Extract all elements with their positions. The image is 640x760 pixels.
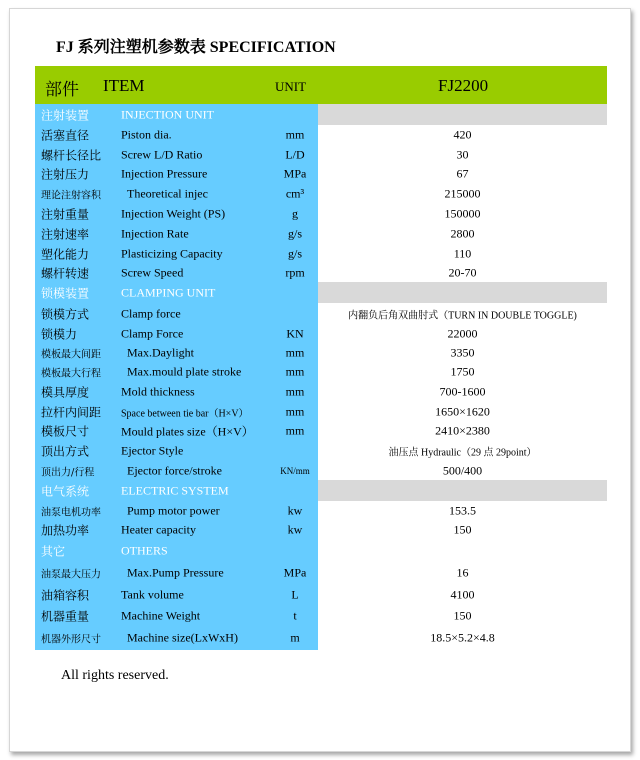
table-row [35,626,607,650]
item-value: 4100 [450,587,475,601]
item-cn: 注射重量 [41,207,90,222]
item-value: 215000 [444,186,481,201]
table-row [35,605,607,626]
item-value: 153.5 [449,503,476,517]
item-unit: g/s [287,226,302,241]
item-en: Ejector Style [121,443,184,458]
item-cn: 油泵电机功率 [41,507,101,518]
table-row [35,145,607,164]
item-cn: 模板最大间距 [41,349,101,360]
table-row [35,184,607,204]
item-cn: 活塞直径 [41,128,90,143]
item-value: 150 [453,608,472,622]
item-cn: 机器外形尺寸 [41,634,101,646]
item-unit: mm [285,345,305,359]
row-value-band [318,480,607,501]
item-unit: kw [287,503,303,517]
table-header [35,66,607,104]
table-row [35,421,607,441]
item-unit: MPa [283,565,307,580]
item-en: Screw Speed [121,265,184,279]
table-body [35,104,607,650]
table-row [35,164,607,184]
item-value: 150000 [444,206,481,221]
item-value: 150 [453,522,472,537]
row-value-band [318,540,607,562]
item-en: Max.Pump Pressure [127,565,224,580]
item-cn: 锁模方式 [41,307,90,321]
item-en: Ejector force/stroke [127,463,222,477]
item-en: Injection Weight (PS) [121,206,226,221]
item-value: 30 [456,147,469,161]
table-row [35,382,607,402]
header-model: FJ2200 [438,76,489,95]
item-unit: KN [286,326,304,340]
header-unit: UNIT [275,79,307,94]
item-en: Mould plates size（H×V） [121,424,254,439]
section-title-cn: 其它 [41,544,66,559]
item-value: 1750 [450,364,475,379]
item-cn: 理论注射容积 [41,190,101,202]
item-value: 2800 [450,226,475,241]
table-row [35,441,607,461]
item-cn: 注射速率 [41,227,90,242]
item-cn: 顶出方式 [41,444,90,459]
row-label-band [35,540,318,562]
table-row [35,461,607,480]
table-row [35,125,607,145]
item-unit: mm [285,404,305,418]
item-en: Max.Daylight [127,345,194,359]
table-row [35,402,607,421]
item-value: 18.5×5.2×4.8 [430,630,495,645]
item-unit: mm [285,364,305,379]
item-cn: 螺杆长径比 [41,148,102,162]
section-row [35,282,607,303]
item-unit: MPa [283,166,307,181]
item-en: Injection Rate [121,226,189,241]
item-value: 16 [456,565,469,580]
item-value: 1650×1620 [435,404,490,418]
header-item-en: ITEM [103,76,145,95]
item-value: 20-70 [448,265,477,279]
page-title: FJ 系列注塑机参数表 SPECIFICATION [56,39,336,56]
item-cn: 注射压力 [41,167,90,182]
item-en: Tank volume [121,587,184,601]
item-unit: KN/mm [280,465,310,476]
table-row [35,204,607,224]
item-unit: L/D [285,147,305,161]
item-cn: 油泵最大压力 [41,569,101,581]
item-en: Mold thickness [121,384,195,399]
table-row [35,224,607,244]
item-en: Theoretical injec [127,186,208,201]
section-row [35,104,607,125]
table-row [35,562,607,584]
table-row [35,520,607,540]
item-en: Machine Weight [121,608,201,622]
item-en: Piston dia. [121,127,172,142]
item-unit: kw [287,522,303,537]
item-cn: 加热功率 [41,523,90,538]
table-row [35,362,607,382]
item-value: 500/400 [442,463,483,477]
section-title-cn: 电气系统 [41,484,90,498]
section-title-en: INJECTION UNIT [121,107,214,121]
item-cn: 油箱容积 [41,588,90,602]
item-cn: 模板尺寸 [41,424,90,439]
item-en: Max.mould plate stroke [127,364,242,379]
footer-text: All rights reserved. [61,668,169,683]
item-unit: mm [285,384,305,399]
table-row [35,263,607,282]
item-value: 420 [453,127,472,142]
table-row [35,343,607,362]
row-value-band [318,282,607,303]
spec-table [35,66,607,650]
item-unit: cm³ [285,186,305,201]
item-value: 110 [453,246,472,260]
item-value: 22000 [447,326,478,340]
item-value: 67 [456,166,469,181]
table-row [35,324,607,343]
item-cn: 机器重量 [41,609,90,623]
item-en: Plasticizing Capacity [121,246,223,260]
item-value: 3350 [450,345,475,359]
item-en: Heater capacity [121,522,196,537]
section-row [35,540,607,562]
item-value: 700-1600 [439,384,486,399]
item-cn: 模板最大行程 [41,368,101,380]
item-cn: 锁模力 [41,327,78,341]
item-unit: mm [285,127,305,142]
item-unit: m [290,630,300,645]
item-cn: 顶出力/行程 [41,467,95,478]
item-en: Pump motor power [127,503,220,517]
section-title-en: CLAMPING UNIT [121,285,216,299]
section-row [35,480,607,501]
item-cn: 模具厚度 [41,385,90,400]
item-en: Clamp Force [121,326,184,340]
section-title-en: ELECTRIC SYSTEM [121,483,229,497]
item-en: Clamp force [121,306,181,320]
table-row [35,584,607,605]
item-unit: t [293,608,297,622]
item-value: 油压点 Hydraulic（29 点 29point） [388,447,537,459]
item-unit: rpm [285,265,305,279]
item-unit: L [291,587,299,601]
table-row [35,303,607,324]
item-en: Injection Pressure [121,166,208,181]
item-en: Space between tie bar（H×V） [121,408,249,419]
section-title-cn: 注射装置 [41,108,90,122]
item-cn: 螺杆转速 [41,266,90,280]
item-value: 内翻负后角双曲肘式（TURN IN DOUBLE TOGGLE) [348,310,577,321]
item-cn: 拉杆内间距 [41,405,102,419]
section-title-en: OTHERS [121,543,168,558]
item-unit: g [292,206,298,221]
section-title-cn: 锁模装置 [41,286,90,300]
row-value-band [318,104,607,125]
item-en: Screw L/D Ratio [121,147,203,161]
header-item-cn: 部件 [45,80,79,100]
item-cn: 塑化能力 [41,247,90,261]
item-value: 2410×2380 [435,423,490,438]
table-row [35,501,607,520]
item-unit: g/s [287,246,302,260]
item-unit: mm [285,423,305,438]
table-row [35,244,607,263]
item-en: Machine size(LxWxH) [127,630,238,645]
